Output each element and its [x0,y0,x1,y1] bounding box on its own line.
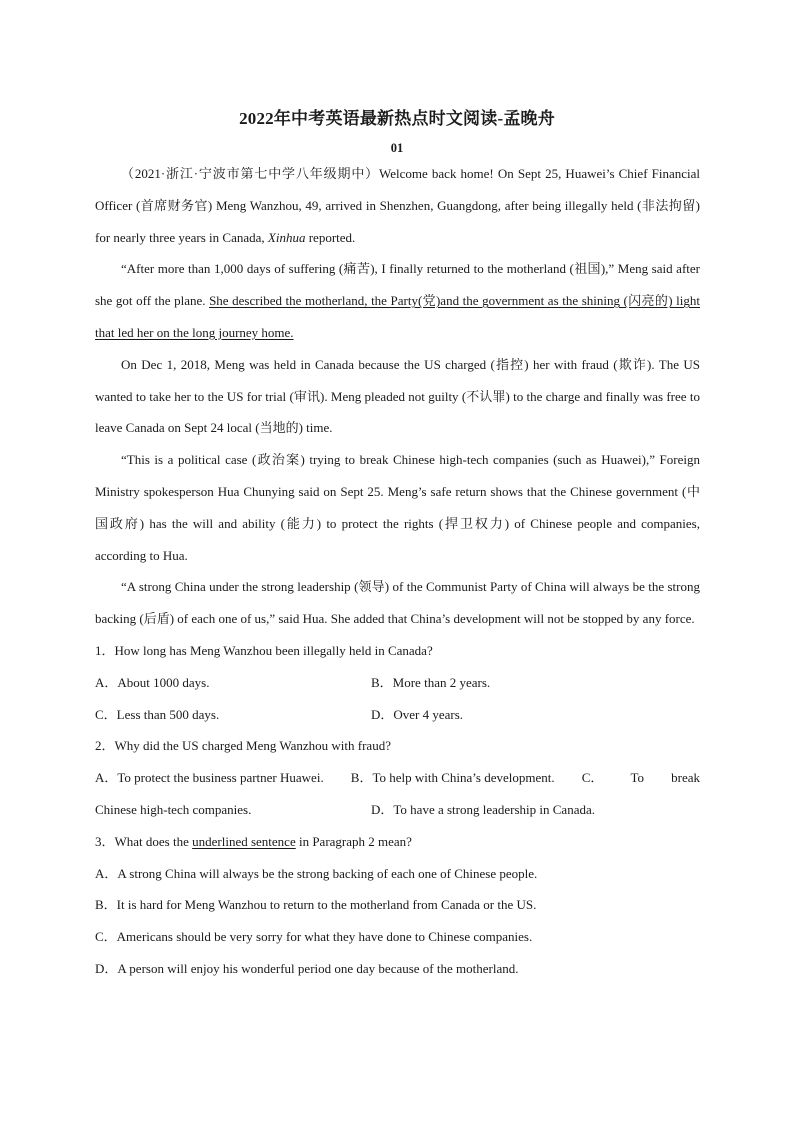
document-title: 2022年中考英语最新热点时文阅读-孟晚舟 [239,109,555,128]
question-1-option-a[interactable]: A．About 1000 days. [95,674,210,690]
paragraph-4: “This is a political case (政治案) trying to break Chinese high-tech companies (such as Huawei),” Foreign Ministry spokesperson Hua Chunying said on Sept 25. Meng’s safe return shows that the Chinese government (中国政府) has the will and ability (能力) to protect the rights (捍卫权力) of Chinese people and companies, according to Hua. [95,452,700,563]
question-2-options-row-2 [95,794,700,826]
question-2-option-c-continued: Chinese high-tech companies. [95,801,252,817]
question-2-options-row-1 [95,762,700,794]
underlined-sentence: She described the motherland, the Party(党)and the government as the shining (闪亮的) light that led her on the long journey home. [95,293,700,340]
question-2-stem: 2．Why did the US charged Meng Wanzhou with fraud? [95,738,391,754]
question-2-option-c-label[interactable]: C． [581,770,604,786]
paragraph-5: “A strong China under the strong leadership (领导) of the Communist Party of China will always be the strong backing (后盾) of each one of us,” said Hua. She added that China’s development will not be stopped by any force. [95,579,700,627]
question-3-option-c[interactable]: C．Americans should be very sorry for what they have done to Chinese companies. [95,929,533,945]
question-1-stem: 1．How long has Meng Wanzhou been illegally held in Canada? [95,642,433,658]
question-3-option-a[interactable]: A．A strong China will always be the strong backing of each one of Chinese people. [95,865,538,881]
underlined-sentence-reference: underlined sentence [192,833,296,849]
question-2-option-a[interactable]: A．To protect the business partner Huawei. [95,770,324,786]
passage-number: 01 [390,141,404,155]
question-2-option-b[interactable]: B．To help with China’s development. [350,770,555,786]
paragraph-2: “After more than 1,000 days of suffering (痛苦), I finally returned to the motherland (祖国),” Meng said after she got off the plane. She described the motherland, the Party(党)and the government as the shining (闪亮的) light that led her on the long journey home. [95,261,700,340]
question-2-option-c-word-2: break [671,770,700,786]
question-1-options-row-1 [95,667,700,699]
paragraph-3: On Dec 1, 2018, Meng was held in Canada because the US charged (指控) her with fraud (欺诈). The US wanted to take her to the US for trial (审讯). Meng pleaded not guilty (不认罪) to the charge and finally was free to leave Canada on Sept 24 local (当地的) time. [95,356,700,436]
passage-body [95,158,700,985]
question-3-stem: 3．What does the underlined sentence in Paragraph 2 mean? [95,833,412,849]
xinhua-italic: Xinhua [267,229,306,245]
question-2-option-c-word-1: To [630,770,645,786]
question-1-option-d[interactable]: D．Over 4 years. [371,706,464,722]
question-1-option-b[interactable]: B．More than 2 years. [371,674,491,690]
question-2-option-d[interactable]: D．To have a strong leadership in Canada. [371,801,595,817]
paragraph-1: （2021·浙江·宁波市第七中学八年级期中）Welcome back home! On Sept 25, Huawei’s Chief Financial Officer (首席财务官) Meng Wanzhou, 49, arrived in Shenzhen, Guangdong, after being illegally held (非法拘留) for nearly three years in Canada, Xinhua reported. [95,166,700,245]
question-3-option-d[interactable]: D．A person will enjoy his wonderful period one day because of the motherland. [95,960,519,976]
question-3-option-b[interactable]: B．It is hard for Meng Wanzhou to return to the motherland from Canada or the US. [95,897,537,913]
question-1-options-row-2 [95,699,700,731]
question-1-option-c[interactable]: C．Less than 500 days. [95,706,220,722]
